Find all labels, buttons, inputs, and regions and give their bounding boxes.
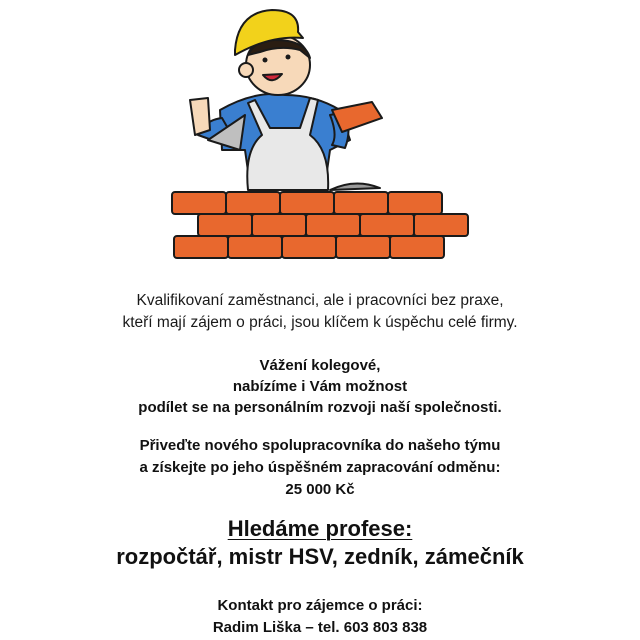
positions-heading: Hledáme profese: — [227, 516, 413, 541]
positions-section — [0, 515, 640, 571]
contact-person: Radim Liška – tel. 603 803 838 — [212, 619, 428, 636]
brick-wall — [172, 192, 468, 258]
contact-label: Kontakt pro zájemce o práci: — [217, 597, 423, 614]
positions-list: rozpočtář, mistr HSV, zedník, zámečník — [116, 544, 524, 569]
held-brick — [332, 102, 382, 132]
bricklayer-illustration-icon — [160, 0, 480, 270]
greeting-line: podílet se na personálním rozvoji naší společnosti. — [138, 399, 502, 416]
intro-paragraph — [0, 290, 640, 334]
referral-line: a získejte po jeho úspěšném zapracování odměnu: — [139, 459, 501, 476]
greeting-line: Vážení kolegové, — [259, 357, 381, 374]
reward-amount: 25 000 Kč — [285, 481, 355, 498]
greeting-paragraph — [0, 355, 640, 418]
contact-section — [0, 595, 640, 639]
referral-line: Přiveďte nového spolupracovníka do našeho týmu — [139, 437, 501, 454]
greeting-line: nabízíme i Vám možnost — [232, 378, 408, 395]
intro-line: Kvalifikovaní zaměstnanci, ale i pracovníci bez praxe, — [136, 292, 504, 309]
intro-line: kteří mají zájem o práci, jsou klíčem k úspěchu celé firmy. — [122, 314, 518, 331]
referral-paragraph — [0, 435, 640, 501]
